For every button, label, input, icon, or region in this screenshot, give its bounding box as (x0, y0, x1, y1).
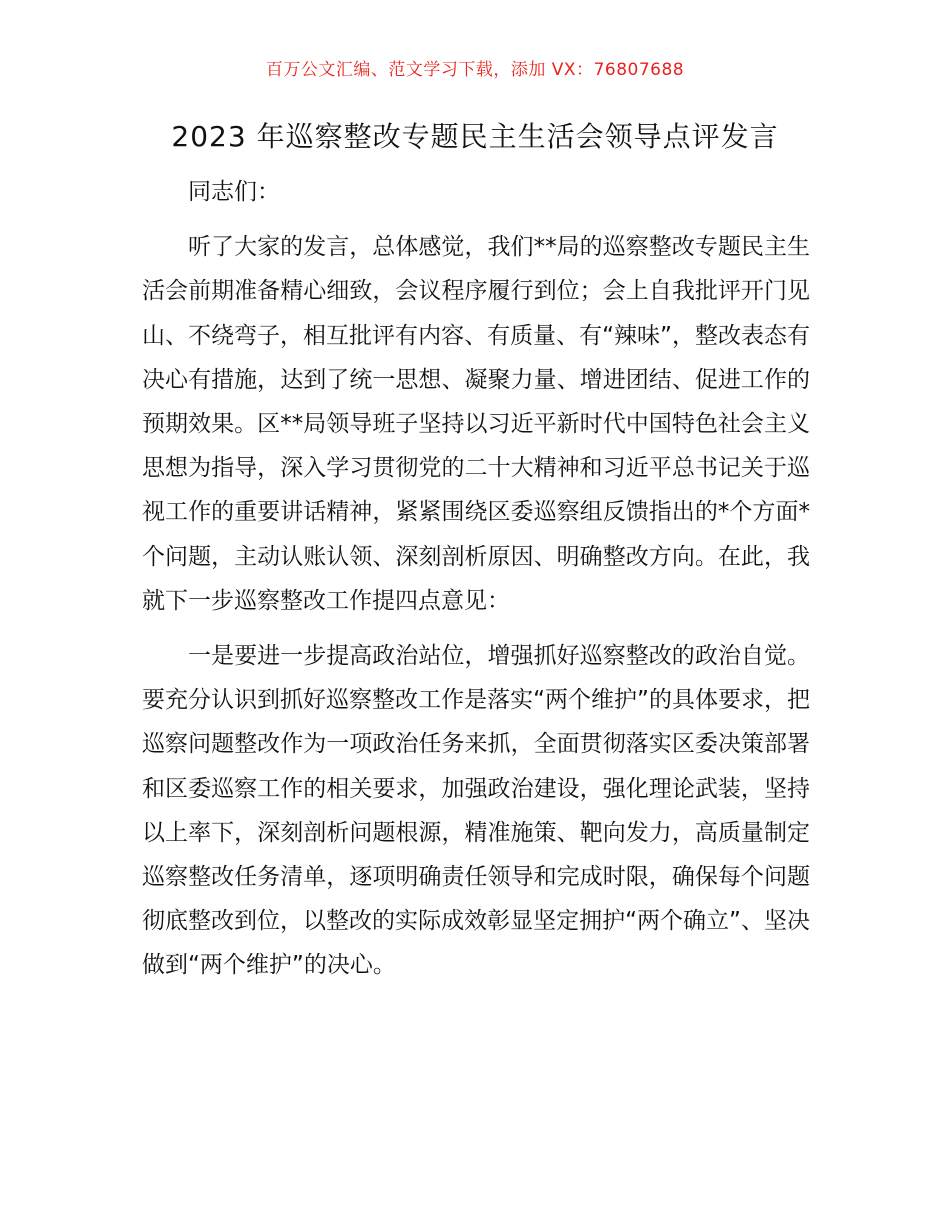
header-banner: 百万公文汇编、范文学习下载，添加 VX：76807688 (265, 60, 685, 80)
salutation: 同志们： (188, 179, 280, 205)
document-title: 2023 年巡察整改专题民主生活会领导点评发言 (171, 120, 779, 153)
paragraph-2: 一是要进一步提高政治站位，增强抓好巡察整改的政治自觉。要充分认识到抓好巡察整改工作是落实“两个维护”的具体要求，把巡察问题整改作为一项政治任务来抓，全面贯彻落实区委决策部署和区委巡察工作的相关要求，加强政治建设，强化理论武装，坚持以上率下，深刻剖析问题根源，精准施策、靶向发力，高质量制定巡察整改任务清单，逐项明确责任领导和完成时限，确保每个问题彻底整改到位，以整改的实际成效彰显坚定拥护“两个确立”、坚决做到“两个维护”的决心。 (142, 643, 810, 979)
paragraph-1: 听了大家的发言，总体感觉，我们**局的巡察整改专题民主生活会前期准备精心细致，会议程序履行到位；会上自我批评开门见山、不绕弯子，相互批评有内容、有质量、有“辣味”，整改表态有决心有措施，达到了统一思想、凝聚力量、增进团结、促进工作的预期效果。区**局领导班子坚持以习近平新时代中国特色社会主义思想为指导，深入学习贯彻党的二十大精神和习近平总书记关于巡视工作的重要讲话精神，紧紧围绕区委巡察组反馈指出的*个方面*个问题，主动认账认领、深刻剖析原因、明确整改方向。在此，我就下一步巡察整改工作提四点意见： (142, 234, 810, 614)
document-body (142, 170, 810, 988)
